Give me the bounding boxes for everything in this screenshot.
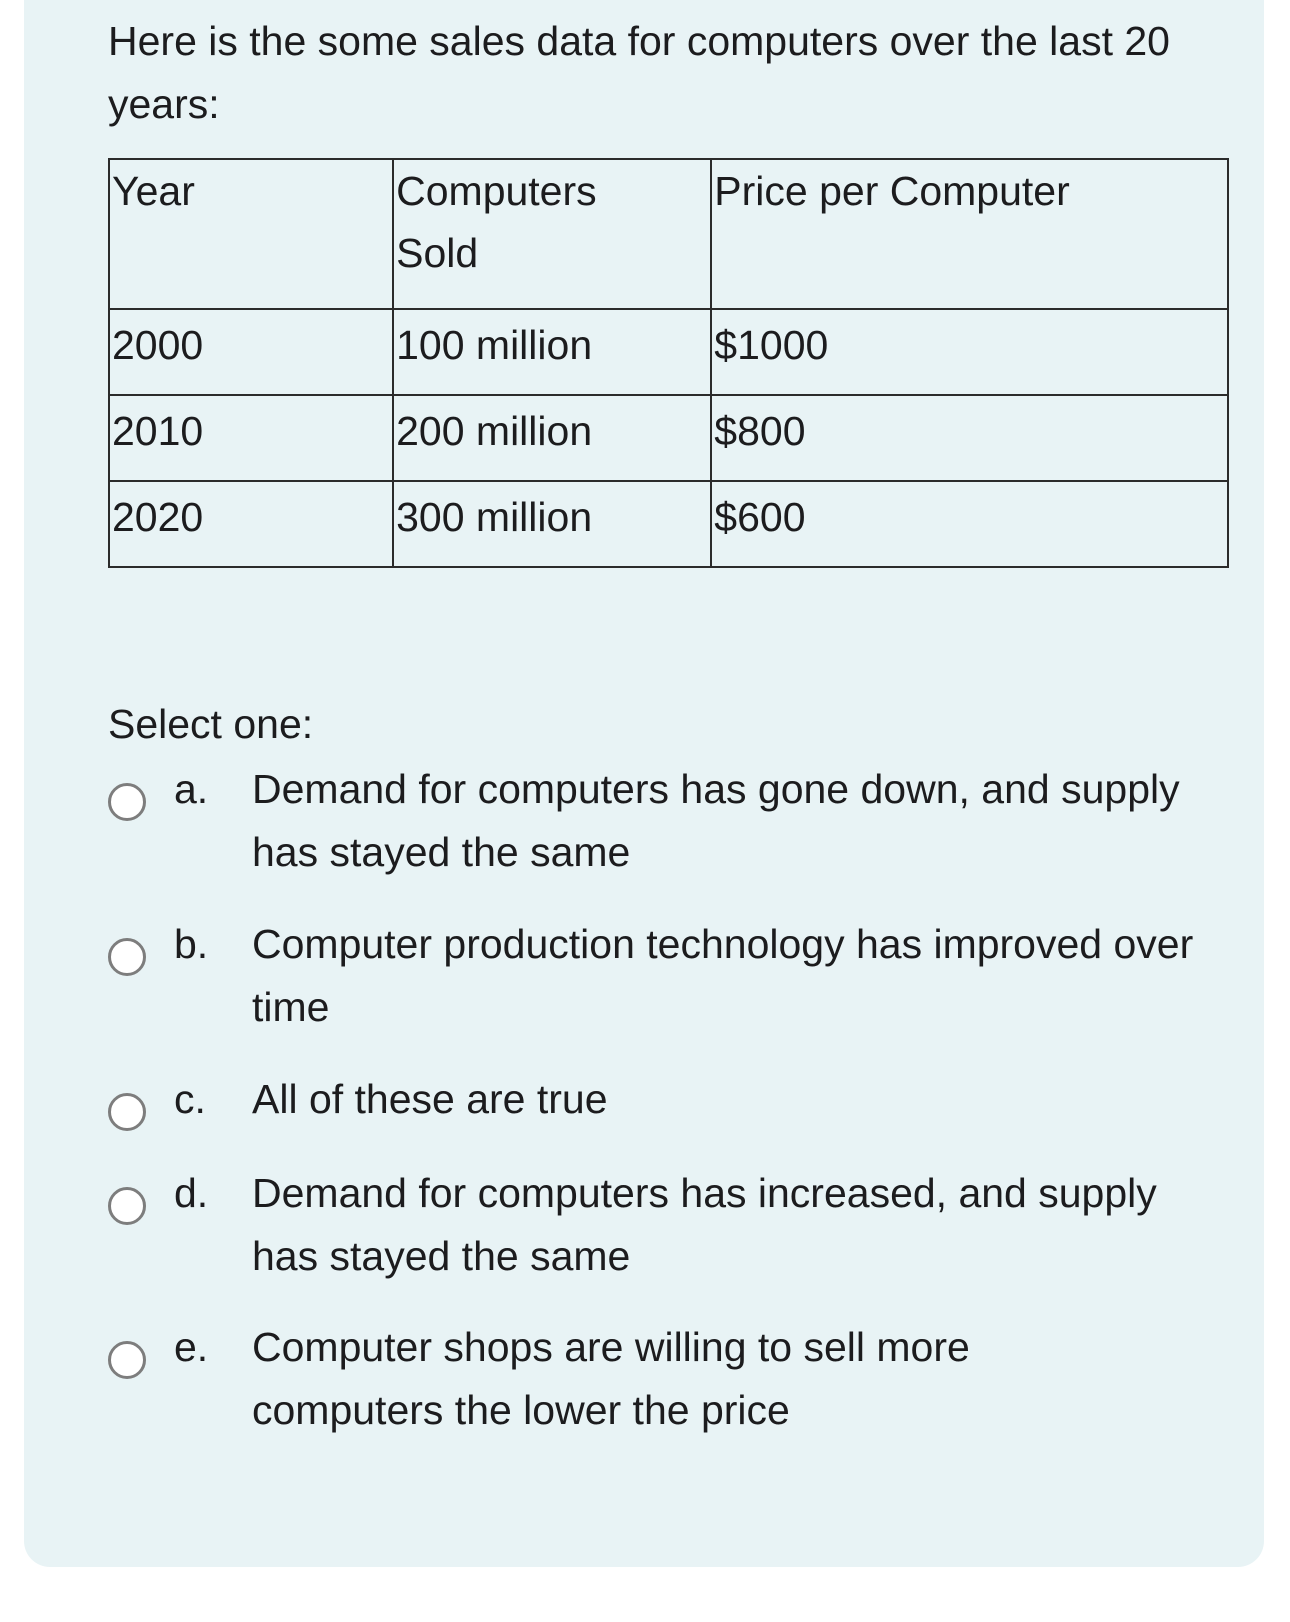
cell-sold-value: 100 million [396, 322, 593, 368]
cell-price-value: $1000 [714, 322, 829, 368]
radio-option-b[interactable] [108, 938, 146, 976]
option-b-letter: b. [174, 921, 209, 967]
option-d-text[interactable]: Demand for computers has increased, and supply has stayed the same [252, 1170, 1157, 1279]
cell-price [711, 481, 1228, 567]
cell-price [711, 309, 1228, 395]
cell-sold-value: 200 million [396, 408, 593, 454]
option-b-text[interactable]: Computer production technology has improved over time [252, 921, 1194, 1030]
option-d-letter: d. [174, 1170, 209, 1216]
radio-option-a[interactable] [108, 783, 146, 821]
cell-sold [393, 309, 711, 395]
radio-option-c[interactable] [108, 1093, 146, 1131]
radio-option-d[interactable] [108, 1187, 146, 1225]
header-year: Year [109, 159, 393, 309]
cell-year-value: 2020 [112, 494, 204, 540]
cell-year [109, 395, 393, 481]
radio-option-e[interactable] [108, 1341, 146, 1379]
cell-price [711, 395, 1228, 481]
cell-price-value: $600 [714, 494, 806, 540]
cell-year [109, 309, 393, 395]
option-e-text[interactable]: Computer shops are willing to sell more computers the lower the price [252, 1324, 970, 1433]
option-c-letter: c. [174, 1076, 206, 1122]
header-computers-sold [393, 159, 711, 309]
option-a-text[interactable]: Demand for computers has gone down, and supply has stayed the same [252, 766, 1180, 875]
header-price-per-computer: Price per Computer [711, 159, 1228, 309]
cell-sold-value: 300 million [396, 494, 593, 540]
table-row [109, 481, 1228, 567]
header-computers-sold-label: Computers Sold [396, 168, 597, 276]
sales-table [108, 158, 1229, 568]
cell-sold [393, 395, 711, 481]
cell-price-value: $800 [714, 408, 806, 454]
cell-year-value: 2010 [112, 408, 204, 454]
cell-sold [393, 481, 711, 567]
option-c-text[interactable]: All of these are true [252, 1076, 608, 1122]
option-a-letter: a. [174, 766, 209, 812]
table-header-row [109, 159, 1228, 309]
cell-year [109, 481, 393, 567]
question-intro: Here is the some sales data for computers over the last 20 years: [108, 18, 1170, 127]
cell-year-value: 2000 [112, 322, 204, 368]
select-one-prompt: Select one: [108, 701, 314, 747]
table-row [109, 309, 1228, 395]
table-row [109, 395, 1228, 481]
option-e-letter: e. [174, 1324, 209, 1370]
